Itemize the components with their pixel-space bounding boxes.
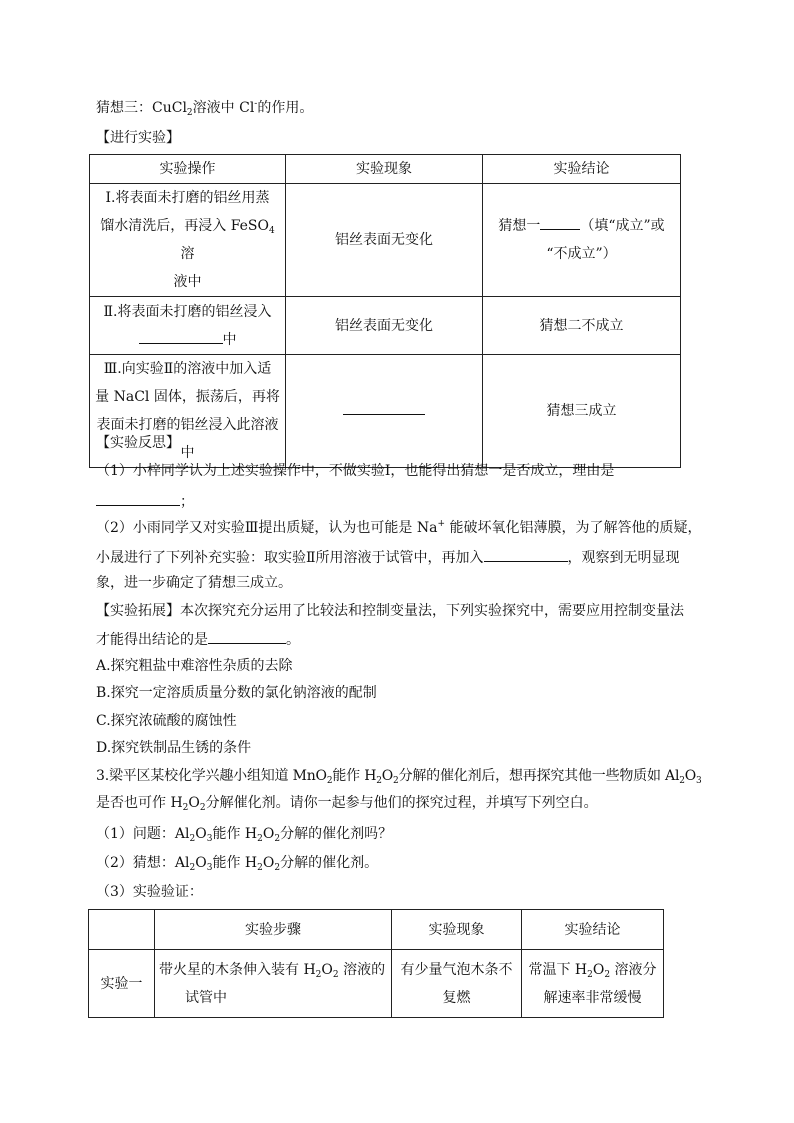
option-a: A.探究粗盐中难溶性杂质的去除: [96, 658, 293, 674]
guess3-prefix: 猜想三：CuCl: [96, 100, 187, 116]
table-header-row: [89, 910, 664, 950]
option-c: C.探究浓硫酸的腐蚀性: [96, 713, 237, 729]
table-row: [90, 184, 681, 297]
col-header-blank: [89, 910, 155, 950]
answer-blank[interactable]: [484, 546, 568, 562]
row1-conclusion: 猜想一 （填“成立”或 “不成立”）: [483, 184, 681, 297]
row2-operation: Ⅱ.将表面未打磨的铝丝浸入 中: [90, 297, 286, 355]
row2-phenomenon: 铝丝表面无变化: [286, 297, 483, 355]
section-heading-experiment: 【进行实验】: [96, 130, 180, 146]
answer-blank[interactable]: [96, 490, 180, 506]
extension-line1: 【实验拓展】本次探究充分运用了比较法和控制变量法，下列实验探究中，需要应用控制变量法: [96, 603, 684, 619]
guess3-line: 猜想三：CuCl$_2$溶液中 Cl-的作用。: [96, 99, 314, 118]
table-row: [90, 297, 681, 355]
extension-line2: 才能得出结论的是 。: [96, 628, 300, 650]
col-header-phenomenon: 实验现象: [392, 910, 522, 950]
col-header-conclusion: 实验结论: [483, 155, 681, 184]
row3-phenomenon: [286, 355, 483, 468]
question-2-line2: 小晟进行了下列补充实验：取实验Ⅱ所用溶液于试管中，再加入 ，观察到无明显现: [96, 546, 680, 568]
question-3-sub1: （1）问题：$Al_2O_3$能作 $H_2O_2$分解的催化剂吗？: [96, 826, 393, 844]
row3-operation: Ⅲ.向实验Ⅱ的溶液中加入适 量 NaCl 固体，振荡后，再将 表面未打磨的铝丝浸入此溶液 中: [90, 355, 286, 468]
question-2-line3: 象，进一步确定了猜想三成立。: [96, 575, 292, 591]
question-3-sub3: （3）实验验证：: [96, 884, 203, 900]
experiment-1-phenomenon: 有少量气泡木条不 复燃: [392, 950, 522, 1018]
row3-conclusion: 猜想三成立: [483, 355, 681, 468]
option-b: B.探究一定溶质质量分数的氯化钠溶液的配制: [96, 685, 377, 701]
col-header-phenomenon: 实验现象: [286, 155, 483, 184]
question-1-answer: ；: [96, 490, 194, 512]
question-2-line1: （2）小雨同学又对实验Ⅲ提出质疑，认为也可能是 Na+ 能破坏氧化铝薄膜，为了解答他的质疑，: [96, 519, 702, 536]
answer-blank[interactable]: [208, 628, 286, 644]
answer-blank[interactable]: [343, 404, 425, 415]
question-3-sub2: （2）猜想：$Al_2O_3$能作 $H_2O_2$分解的催化剂。: [96, 855, 379, 873]
table-row: [89, 950, 664, 1018]
row-label-experiment-1: 实验一: [89, 950, 155, 1018]
option-d: D.探究铁制品生锈的条件: [96, 740, 252, 756]
answer-blank[interactable]: [540, 214, 580, 230]
verification-table: [88, 909, 664, 1018]
row2-conclusion: 猜想二不成立: [483, 297, 681, 355]
question-3-line1: 3.梁平区某校化学兴趣小组知道 MnO$_2$能作 $H_2O_2$分解的催化剂后，想再探究其他一些物质如 $Al_2O_3$: [96, 768, 702, 786]
section-heading-reflection: 【实验反思】: [96, 435, 180, 451]
question-1: （1）小梓同学认为上述实验操作中，不做实验Ⅰ，也能得出猜想一是否成立，理由是: [96, 463, 615, 479]
row1-operation: Ⅰ.将表面未打磨的铝丝用蒸 馏水清洗后，再浸入 FeSO$_4$ 溶 液中: [90, 184, 286, 297]
experiment-1-step: 带火星的木条伸入装有 $H_2O_2$ 溶液的 试管中: [155, 950, 392, 1018]
col-header-conclusion: 实验结论: [522, 910, 664, 950]
col-header-steps: 实验步骤: [155, 910, 392, 950]
answer-blank[interactable]: [139, 328, 223, 344]
row1-phenomenon: 铝丝表面无变化: [286, 184, 483, 297]
question-3-line2: 是否也可作 $H_2O_2$分解催化剂。请你一起参与他们的探究过程，并填写下列空白。: [96, 795, 598, 813]
experiment-1-conclusion: 常温下 $H_2O_2$ 溶液分 解速率非常缓慢: [522, 950, 664, 1018]
col-header-operation: 实验操作: [90, 155, 286, 184]
table-header-row: [90, 155, 681, 184]
experiment-table: [89, 154, 681, 468]
